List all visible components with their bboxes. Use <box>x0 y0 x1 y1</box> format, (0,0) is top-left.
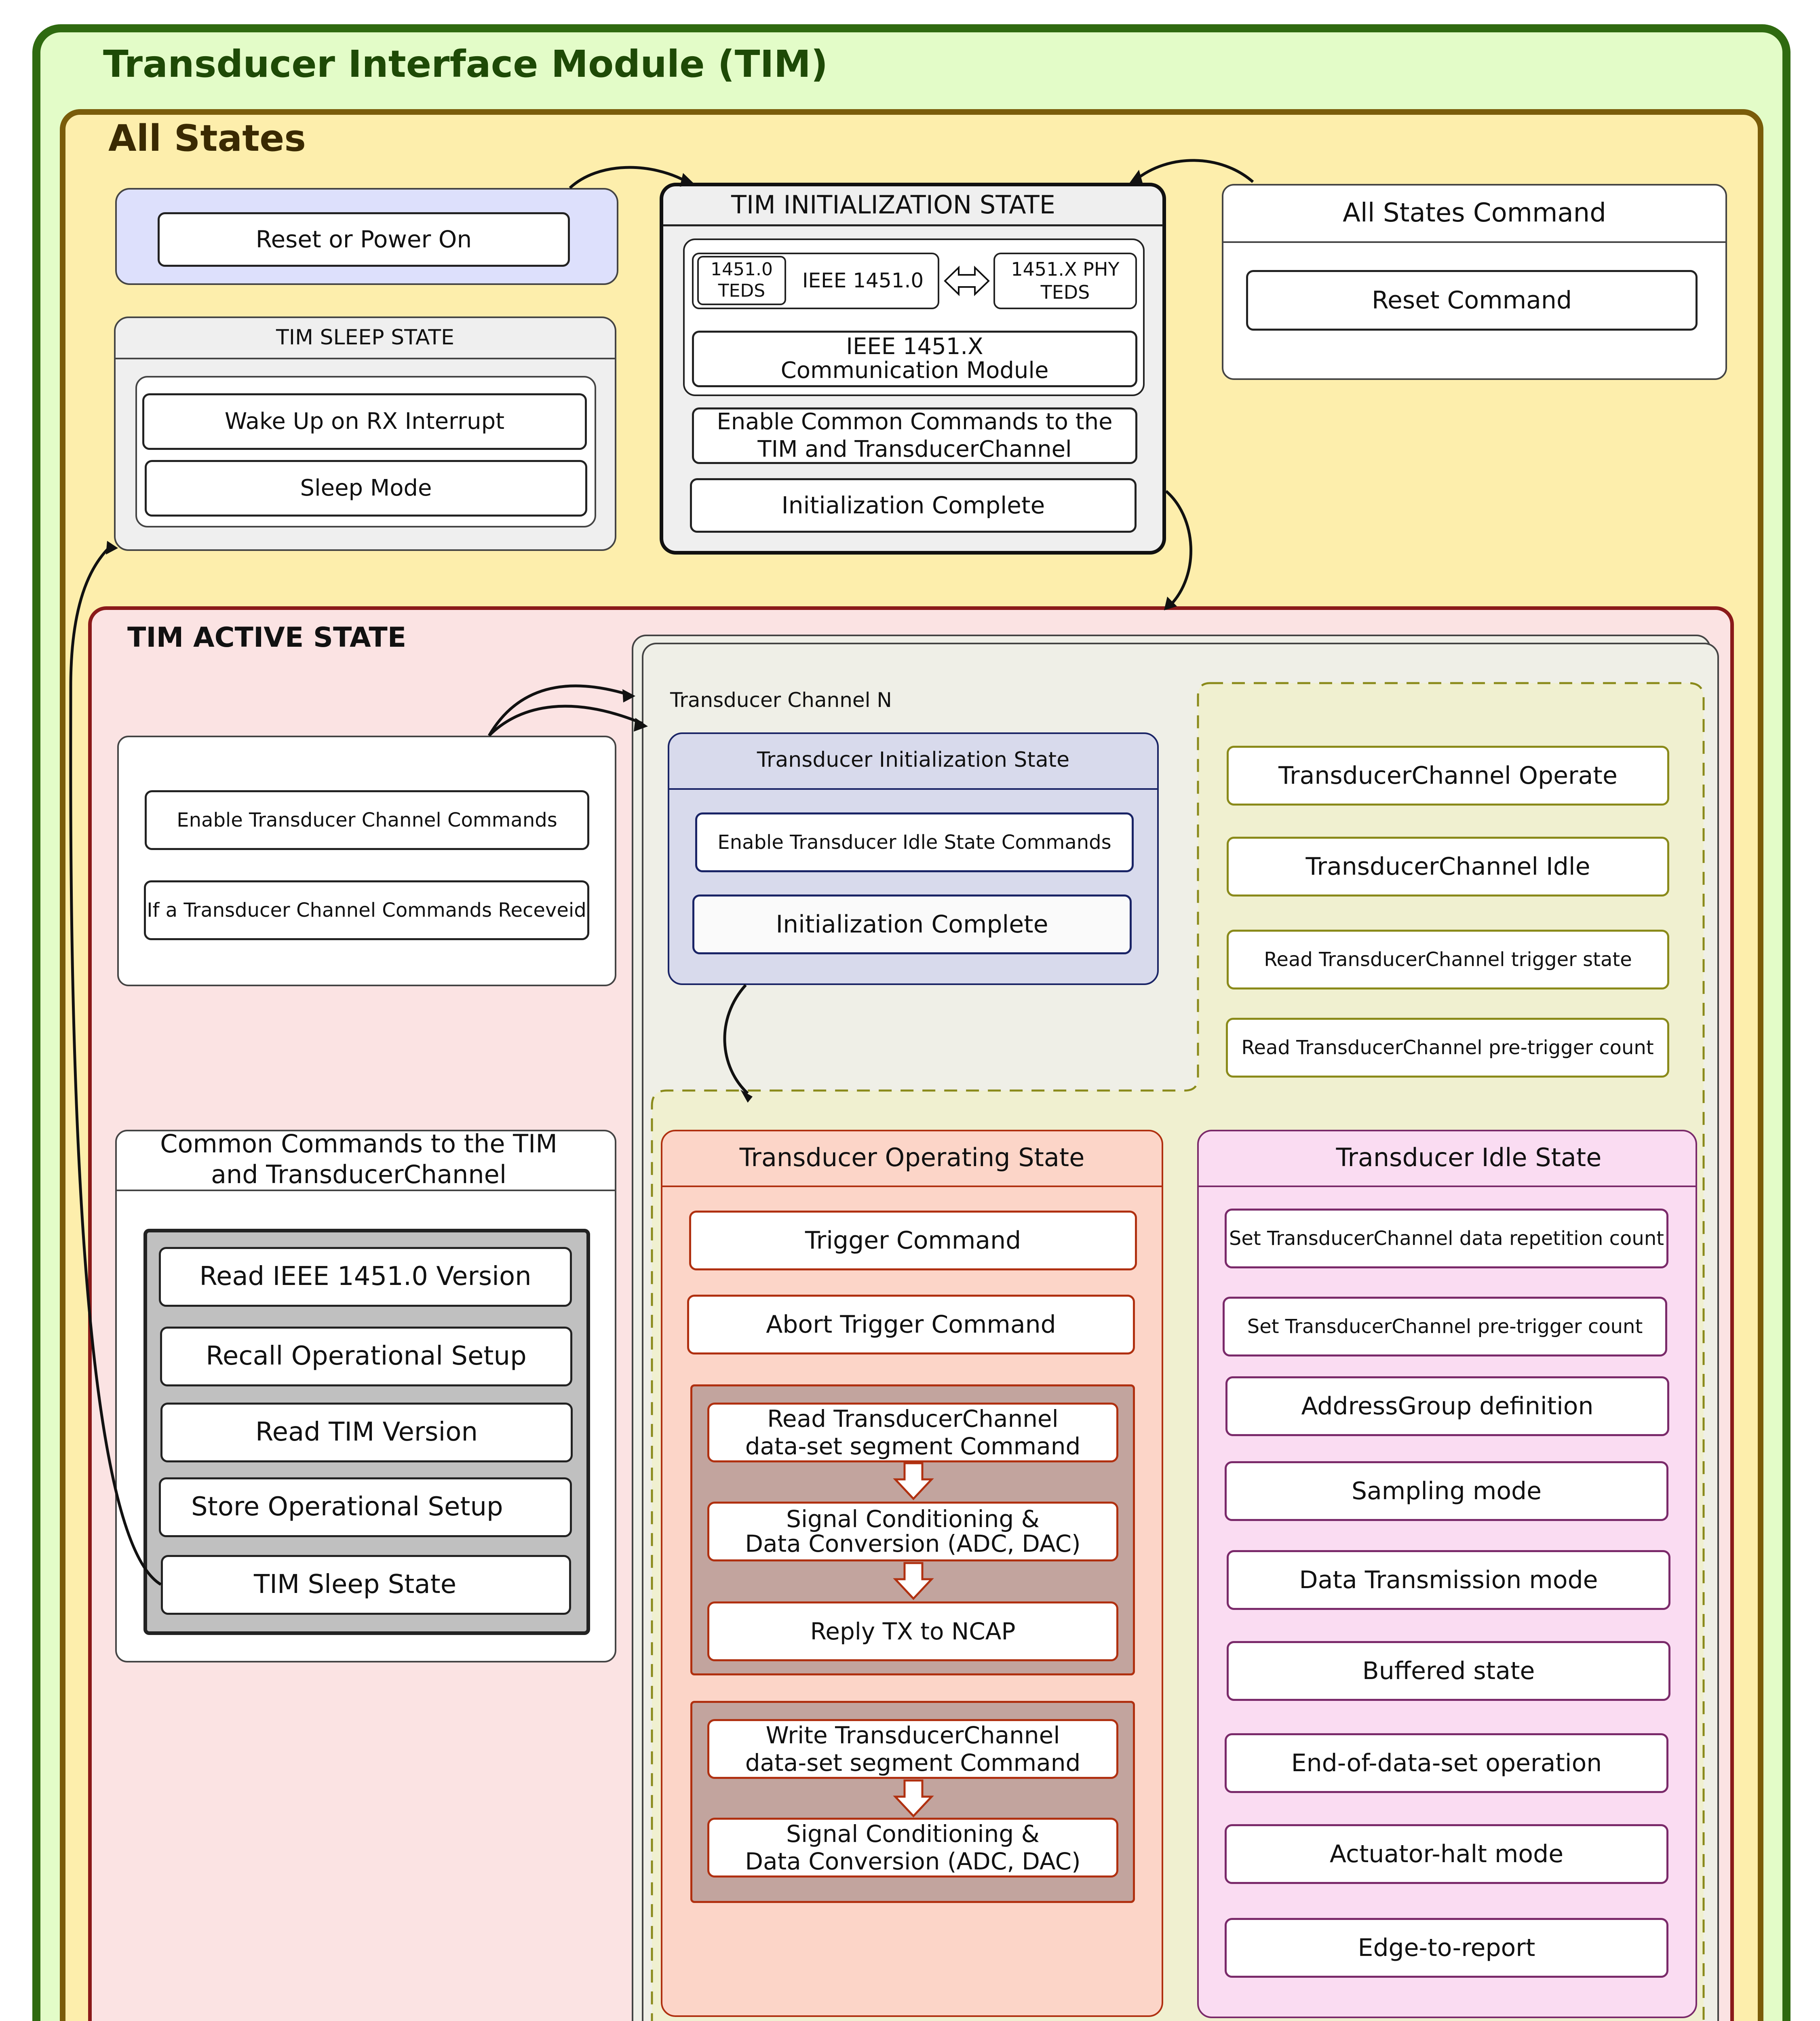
comm-module-box[interactable]: IEEE 1451.X Communication Module <box>692 331 1137 387</box>
idle-data-repetition-box[interactable]: Set TransducerChannel data repetition count <box>1225 1209 1668 1268</box>
idle-address-group-box[interactable]: AddressGroup definition <box>1225 1376 1669 1436</box>
read-tim-version-box[interactable]: Read TIM Version <box>160 1403 573 1462</box>
write-segment-command-box[interactable]: Write TransducerChannel data-set segment Command <box>707 1719 1118 1779</box>
phy-teds-box[interactable]: 1451.X PHY TEDS <box>993 253 1137 309</box>
reset-power-box[interactable]: Reset or Power On <box>158 212 570 267</box>
idle-buffered-state-box[interactable]: Buffered state <box>1227 1641 1670 1701</box>
arrow-init-to-active <box>1166 491 1191 605</box>
tim-active-title: TIM ACTIVE STATE <box>127 622 407 654</box>
arrow-init-to-operating <box>725 985 748 1093</box>
arrow-allcmd-to-init <box>1136 160 1253 182</box>
trigger-command-box[interactable]: Trigger Command <box>689 1211 1137 1270</box>
arrow-reset-to-init <box>570 167 687 188</box>
idle-pretrigger-count-box[interactable]: Set TransducerChannel pre-trigger count <box>1223 1297 1667 1356</box>
read-segment-command-box[interactable]: Read TransducerChannel data-set segment Command <box>707 1403 1118 1462</box>
recall-setup-box[interactable]: Recall Operational Setup <box>160 1327 572 1386</box>
reset-command-box[interactable]: Reset Command <box>1246 270 1698 331</box>
read-pretrigger-count-box[interactable]: Read TransducerChannel pre-trigger count <box>1226 1018 1669 1078</box>
idle-title: Transducer Idle State <box>1336 1143 1602 1173</box>
channel-idle-box[interactable]: TransducerChannel Idle <box>1227 837 1669 897</box>
teds-1451-0-box[interactable]: 1451.0 TEDS <box>697 256 786 305</box>
idle-sampling-mode-box[interactable]: Sampling mode <box>1225 1461 1668 1521</box>
flow-arrow-icon <box>895 1463 932 1816</box>
abort-trigger-box[interactable]: Abort Trigger Command <box>687 1295 1135 1354</box>
read-ieee-version-box[interactable]: Read IEEE 1451.0 Version <box>159 1247 572 1307</box>
arrow-sleep-to-wake <box>71 546 161 1584</box>
common-commands-title: Common Commands to the TIM and TransducerChannel <box>160 1129 557 1189</box>
arrow-enable-to-channel-1 <box>489 686 631 736</box>
idle-transmission-mode-box[interactable]: Data Transmission mode <box>1227 1550 1670 1610</box>
tim-sleep-title: TIM SLEEP STATE <box>276 325 454 350</box>
init-complete-box[interactable]: Initialization Complete <box>690 478 1137 533</box>
tim-title: Transducer Interface Module (TIM) <box>103 42 828 86</box>
enable-channel-commands-box[interactable]: Enable Transducer Channel Commands <box>145 790 589 850</box>
transducer-init-title: Transducer Initialization State <box>757 748 1070 772</box>
idle-actuator-halt-box[interactable]: Actuator-halt mode <box>1225 1824 1668 1884</box>
wake-up-box[interactable]: Wake Up on RX Interrupt <box>142 393 587 450</box>
sleep-mode-box[interactable]: Sleep Mode <box>145 460 587 517</box>
tim-sleep-state-box[interactable]: TIM Sleep State <box>161 1555 571 1615</box>
read-trigger-state-box[interactable]: Read TransducerChannel trigger state <box>1227 930 1669 989</box>
write-signal-conditioning-box[interactable]: Signal Conditioning & Data Conversion (ADC, DAC) <box>707 1818 1118 1878</box>
channel-label: Transducer Channel N <box>670 688 892 712</box>
ieee-1451-0-label: IEEE 1451.0 <box>802 269 924 293</box>
enable-common-box[interactable]: Enable Common Commands to the TIM and TransducerChannel <box>692 407 1137 464</box>
idle-end-of-data-set-box[interactable]: End-of-data-set operation <box>1225 1733 1668 1793</box>
enable-idle-commands-box[interactable]: Enable Transducer Idle State Commands <box>695 812 1134 872</box>
reply-tx-box[interactable]: Reply TX to NCAP <box>707 1601 1118 1661</box>
arrow-enable-to-channel-2 <box>489 706 643 736</box>
all-states-command-title: All States Command <box>1343 198 1606 228</box>
channel-operate-box[interactable]: TransducerChannel Operate <box>1227 746 1669 806</box>
arrow-heads <box>106 170 1177 1103</box>
all-states-title: All States <box>108 117 306 160</box>
read-signal-conditioning-box[interactable]: Signal Conditioning & Data Conversion (ADC, DAC) <box>707 1502 1118 1561</box>
transducer-init-complete-box[interactable]: Initialization Complete <box>692 894 1132 954</box>
idle-edge-to-report-box[interactable]: Edge-to-report <box>1225 1918 1668 1978</box>
tim-init-title: TIM INITIALIZATION STATE <box>731 190 1055 220</box>
channel-command-received-box[interactable]: If a Transducer Channel Commands Receveid <box>144 880 589 940</box>
store-setup-box[interactable]: Store Operational Setup <box>159 1477 572 1537</box>
operating-title: Transducer Operating State <box>739 1143 1085 1173</box>
double-arrow-icon <box>945 268 989 294</box>
